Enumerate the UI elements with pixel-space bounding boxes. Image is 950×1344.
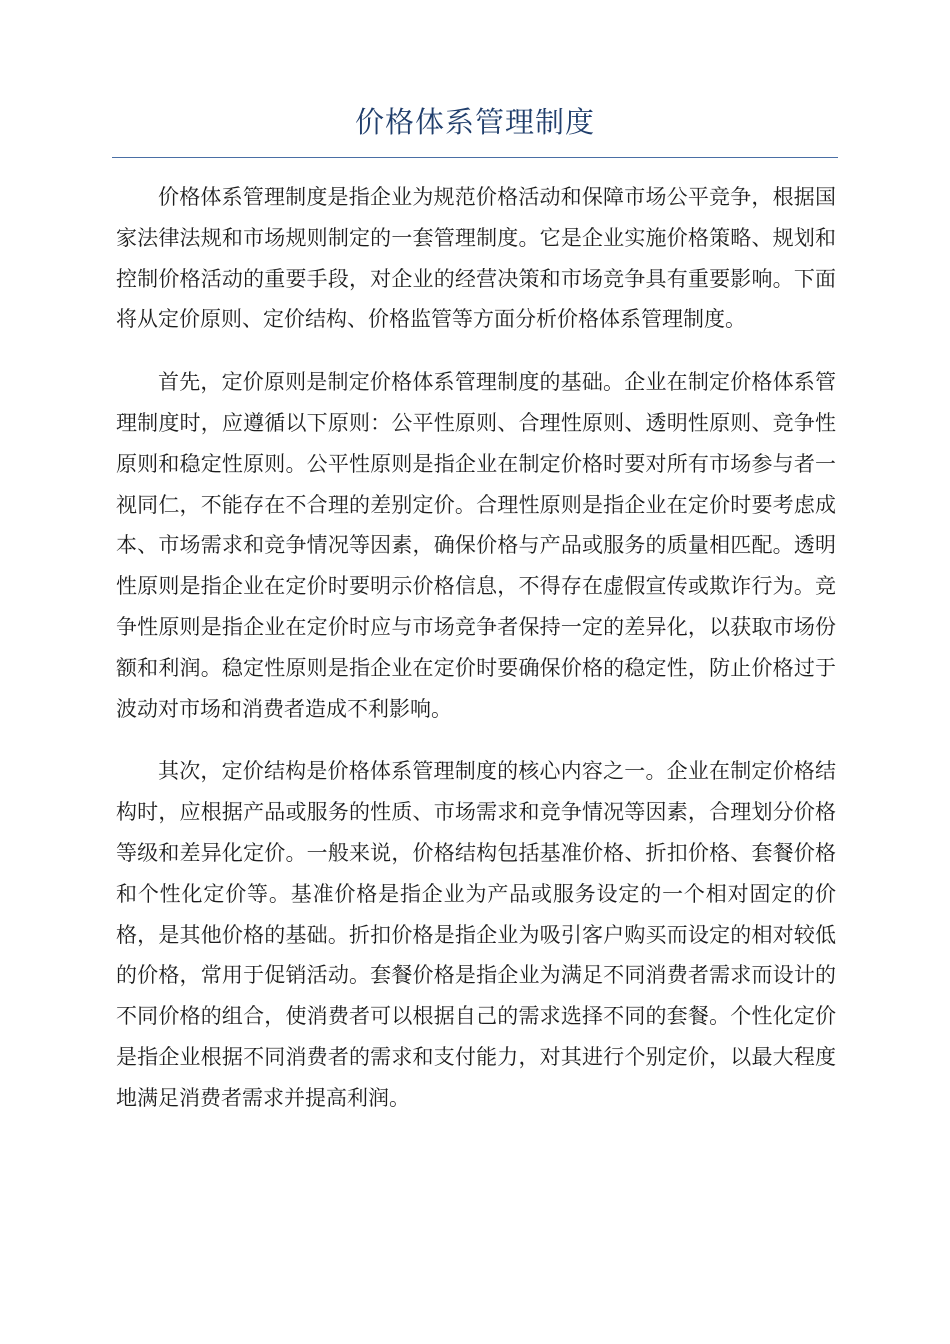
document-title: 价格体系管理制度 bbox=[354, 105, 595, 139]
title-divider bbox=[112, 157, 838, 158]
document-body bbox=[116, 177, 836, 1141]
paragraph-pricing-principles: 首先，定价原则是制定价格体系管理制度的基础。企业在制定价格体系管理制度时，应遵循以下原则：公平性原则、合理性原则、透明性原则、竞争性原则和稳定性原则。公平性原则是指企业在制定价格时要对所有市场参与者一视同仁，不能存在不合理的差别定价。合理性原则是指企业在定价时要考虑成本、市场需求和竞争情况等因素，确保价格与产品或服务的质量相匹配。透明性原则是指企业在定价时要明示价格信息，不得存在虚假宣传或欺诈行为。竞争性原则是指企业在定价时应与市场竞争者保持一定的差异化，以获取市场份额和利润。稳定性原则是指企业在定价时要确保价格的稳定性，防止价格过于波动对市场和消费者造成不利影响。 bbox=[116, 370, 836, 721]
paragraph-pricing-structure: 其次，定价结构是价格体系管理制度的核心内容之一。企业在制定价格结构时，应根据产品或服务的性质、市场需求和竞争情况等因素，合理划分价格等级和差异化定价。一般来说，价格结构包括基准价格、折扣价格、套餐价格和个性化定价等。基准价格是指企业为产品或服务设定的一个相对固定的价格，是其他价格的基础。折扣价格是指企业为吸引客户购买而设定的相对较低的价格，常用于促销活动。套餐价格是指企业为满足不同消费者需求而设计的不同价格的组合，使消费者可以根据自己的需求选择不同的套餐。个性化定价是指企业根据不同消费者的需求和支付能力，对其进行个别定价，以最大程度地满足消费者需求并提高利润。 bbox=[116, 759, 836, 1110]
paragraph-intro: 价格体系管理制度是指企业为规范价格活动和保障市场公平竞争，根据国家法律法规和市场规则制定的一套管理制度。它是企业实施价格策略、规划和控制价格活动的重要手段，对企业的经营决策和市场竞争具有重要影响。下面将从定价原则、定价结构、价格监管等方面分析价格体系管理制度。 bbox=[116, 185, 836, 332]
